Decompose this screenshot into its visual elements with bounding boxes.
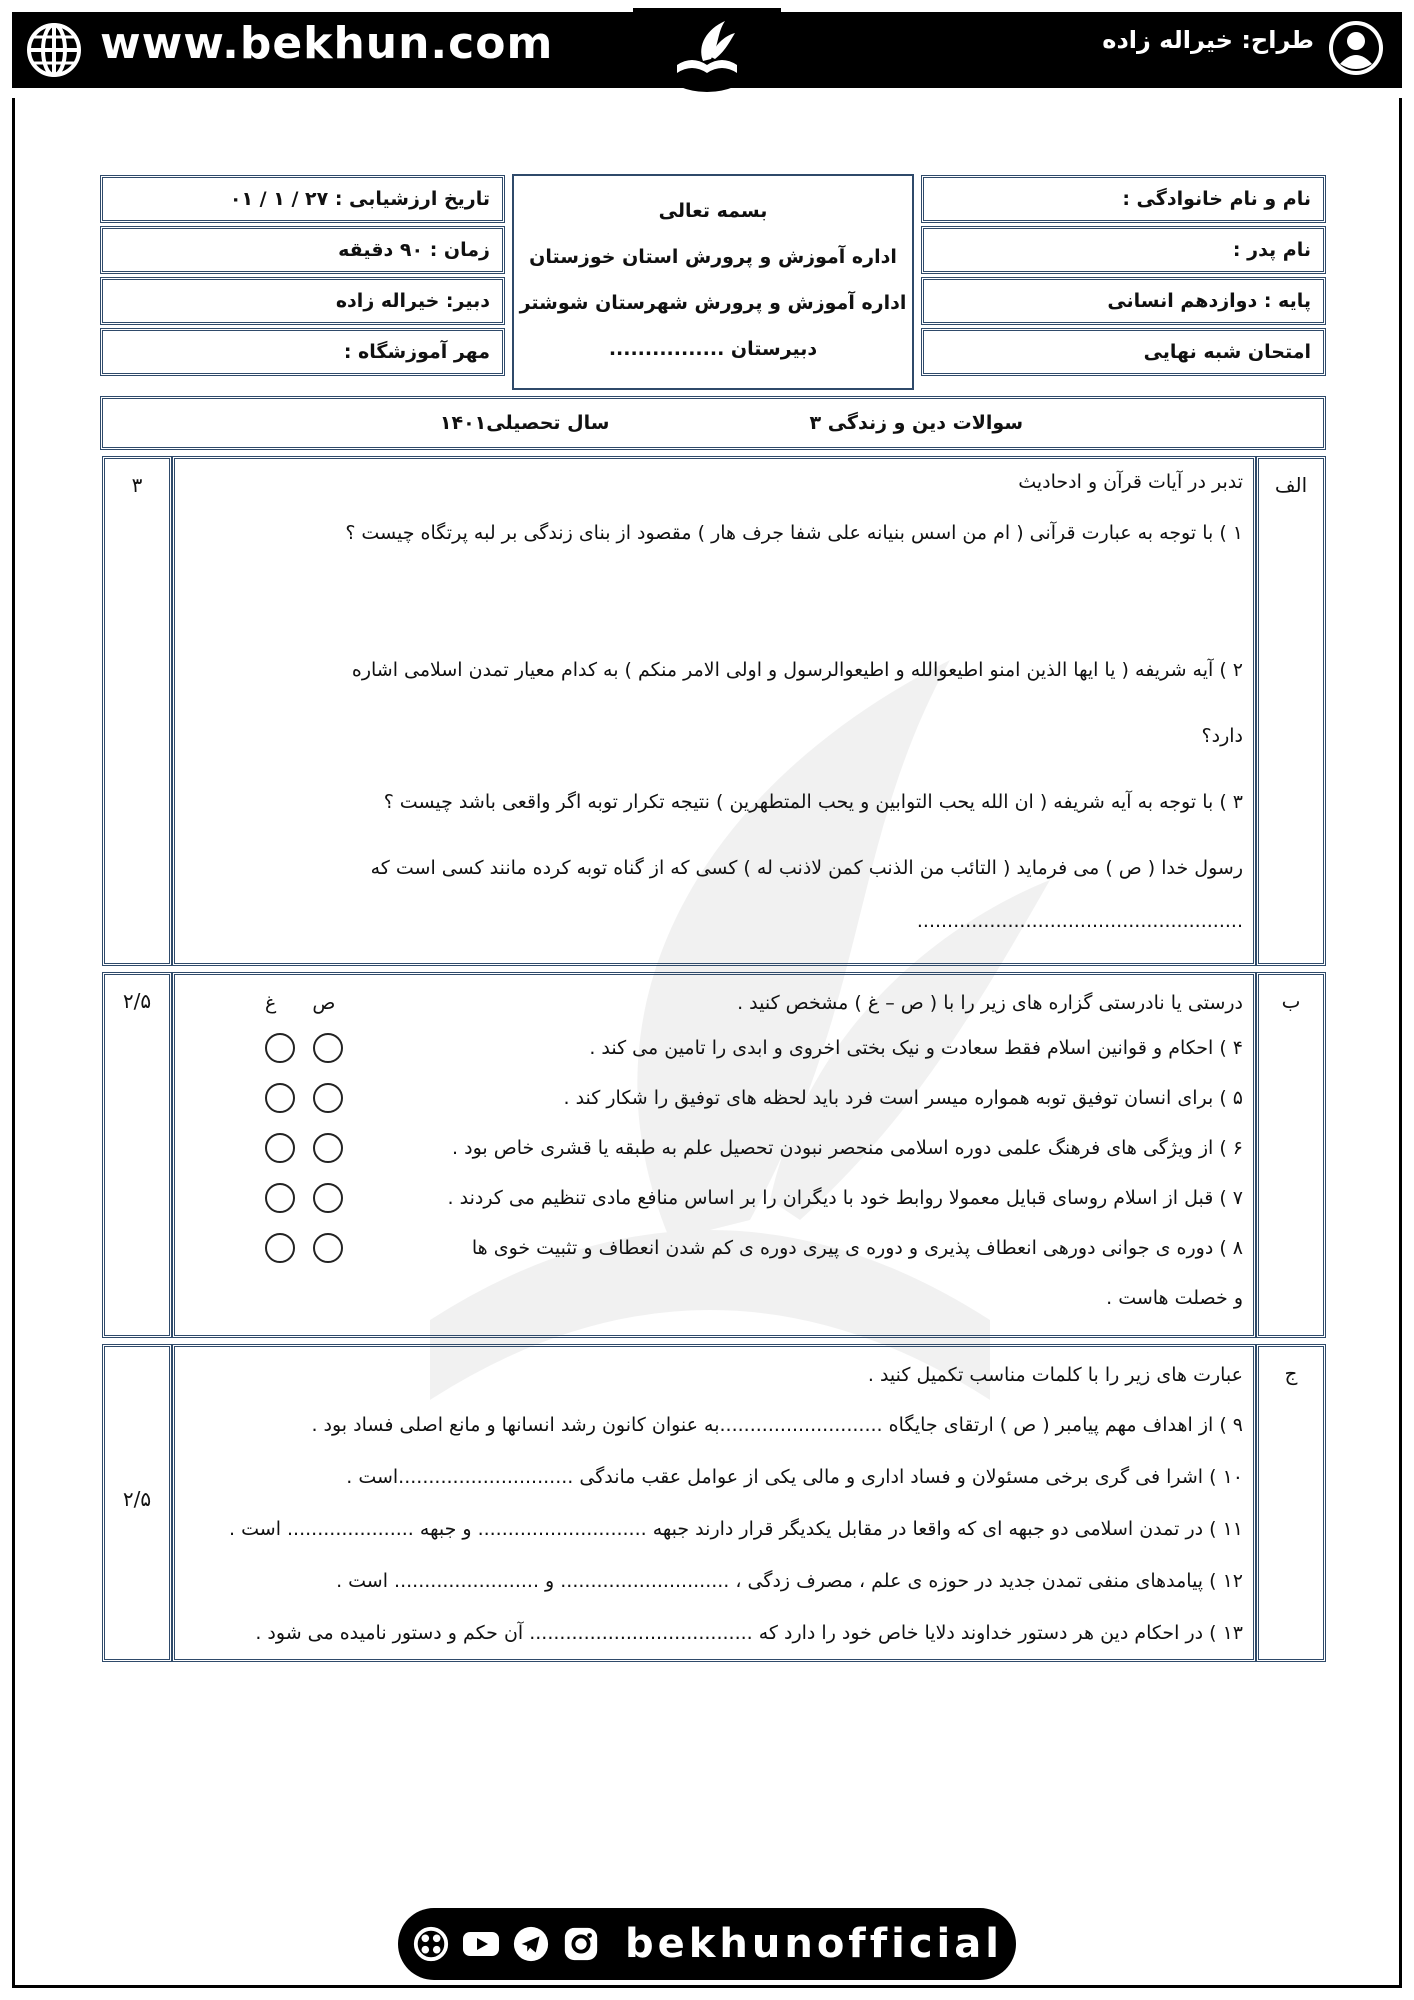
question-text: ۷ ) قبل از اسلام روسای قبایل معمولا روابط خود با دیگران را بر اساس منافع مادی تنظیم می کردند . <box>447 1187 1243 1209</box>
section-content <box>172 1344 1256 1662</box>
school-stamp-field: مهر آموزشگاه : <box>100 328 505 376</box>
question-13: ۱۳ ) در احکام دین هر دستور خداوند دلایا خاص خود را دارد که ..................................... آن حکم و دستور نامیده می شود . <box>255 1622 1243 1644</box>
student-name-field[interactable]: نام و نام خانوادگی : <box>921 175 1326 223</box>
telegram-icon[interactable] <box>511 1924 551 1964</box>
subject-title: سوالات دین و زندگی ۳ <box>809 412 1023 434</box>
subject-row <box>100 396 1326 450</box>
social-bar <box>398 1908 1016 1980</box>
question-8 <box>185 1223 1243 1273</box>
section-content <box>172 972 1256 1338</box>
youtube-icon[interactable] <box>461 1924 501 1964</box>
question-12: ۱۲ ) پیامدهای منفی تمدن جدید در حوزه ی علم ، مصرف زدگی ، ............................ و ........................ است . <box>336 1570 1243 1592</box>
question-text: ۵ ) برای انسان توفیق توبه همواره میسر است فرد باید لحظه های توفیق را شکار کند . <box>563 1087 1243 1109</box>
false-option[interactable] <box>265 1233 295 1263</box>
false-label: غ <box>265 992 277 1014</box>
true-option[interactable] <box>313 1183 343 1213</box>
true-false-labels <box>265 992 335 1014</box>
true-option[interactable] <box>313 1133 343 1163</box>
exam-info <box>100 172 505 390</box>
question-8-cont: و خصلت هاست . <box>1106 1287 1243 1309</box>
question-text: ۸ ) دوره ی جوانی دورهی انعطاف پذیری و دوره ی پیری دوره ی کم شدن انعطاف و تثبیت خوی ها <box>471 1237 1243 1259</box>
grade-label: پایه : دوازدهم انسانی <box>921 277 1326 325</box>
section-title: تدبر در آیات قرآن و ادحادیث <box>1018 471 1243 493</box>
exam-sheet <box>100 172 1326 1662</box>
school-name: دبیرستان ................ <box>608 338 818 360</box>
section-title: درستی یا نادرستی گزاره های زیر را با ( ص – غ ) مشخص کنید . <box>737 992 1243 1014</box>
city-office: اداره آموزش و پرورش شهرستان شوشتر <box>519 292 907 314</box>
question-text: ۴ ) احکام و قوانین اسلام فقط سعادت و نیک بختی اخروی و ابدی را تامین می کند . <box>589 1037 1243 1059</box>
section-a <box>100 456 1326 966</box>
question-2-cont: دارد؟ <box>1201 725 1243 747</box>
section-letter: ج <box>1256 1344 1326 1662</box>
book-logo-icon <box>667 15 747 85</box>
basmala: بسمه تعالی <box>658 200 768 222</box>
question-11: ۱۱ ) در تمدن اسلامی دو جبهه ای که واقعا در مقابل یکدیگر قرار دارند جبهه ............................ و جبهه ..................... است . <box>229 1518 1243 1540</box>
section-b <box>100 972 1326 1338</box>
institution-block <box>512 174 914 390</box>
designer-label: طراح: خیراله زاده <box>1102 26 1314 54</box>
true-option[interactable] <box>313 1083 343 1113</box>
section-score: ۲/۵ <box>102 1344 172 1662</box>
true-option[interactable] <box>313 1033 343 1063</box>
section-letter: الف <box>1256 456 1326 966</box>
student-info <box>921 172 1326 390</box>
question-9: ۹ ) از اهداف مهم پیامبر ( ص ) ارتقای جایگاه ...........................به عنوان کانون رشد انسانها و مانع اصلی فساد بود . <box>311 1414 1243 1436</box>
province-office: اداره آموزش و پرورش استان خوزستان <box>529 246 897 268</box>
true-false-header <box>185 983 1243 1023</box>
question-1: ۱ ) با توجه به عبارت قرآنی ( ام من اسس بنیانه علی شفا جرف هار ) مقصود از بنای زندگی بر لبه پرتگاه چیست ؟ <box>345 522 1243 544</box>
question-3: ۳ ) با توجه به آیه شریفه ( ان الله یحب التوابین و یحب المتطهرین ) نتیجه تکرار توبه اگر واقعی باشد چیست ؟ <box>383 791 1243 813</box>
question-3-hadith: رسول خدا ( ص ) می فرماید ( التائب من الذنب کمن لاذنب له ) کسی که از گناه توبه کرده مانند کسی است که <box>370 857 1243 879</box>
section-score: ۲/۵ <box>102 972 172 1338</box>
false-option[interactable] <box>265 1083 295 1113</box>
question-2: ۲ ) آیه شریفه ( یا ایها الذین امنو اطیعوالله و اطیعوالرسول و اولی الامر منکم ) به کدام معیار تمدن اسلامی اشاره <box>351 659 1243 681</box>
user-icon <box>1326 18 1386 78</box>
instagram-icon[interactable] <box>561 1924 601 1964</box>
globe-icon <box>26 22 82 78</box>
question-5 <box>185 1073 1243 1123</box>
social-handle[interactable]: bekhunofficial <box>625 1921 1003 1967</box>
section-content <box>172 456 1256 966</box>
question-10: ۱۰ ) اشرا فی گری برخی مسئولان و فساد اداری و مالی یکی از عوامل عقب ماندگی .............................است . <box>346 1466 1243 1488</box>
answer-blank[interactable]: ...................................................... <box>916 910 1243 932</box>
aparat-icon[interactable] <box>411 1924 451 1964</box>
section-letter: ب <box>1256 972 1326 1338</box>
teacher-label: دبیر: خیراله زاده <box>100 277 505 325</box>
exam-duration: زمان : ۹۰ دقیقه <box>100 226 505 274</box>
question-7 <box>185 1173 1243 1223</box>
section-title: عبارت های زیر را با کلمات مناسب تکمیل کنید . <box>867 1364 1243 1386</box>
true-option[interactable] <box>313 1233 343 1263</box>
question-6 <box>185 1123 1243 1173</box>
question-4 <box>185 1023 1243 1073</box>
exam-date: تاریخ ارزشیابی : ۲۷ / ۱ / ۰۱ <box>100 175 505 223</box>
exam-type-label: امتحان شبه نهایی <box>921 328 1326 376</box>
false-option[interactable] <box>265 1133 295 1163</box>
section-c <box>100 1344 1326 1662</box>
false-option[interactable] <box>265 1183 295 1213</box>
section-score: ۳ <box>102 456 172 966</box>
exam-header <box>100 172 1326 390</box>
father-name-field[interactable]: نام پدر : <box>921 226 1326 274</box>
false-option[interactable] <box>265 1033 295 1063</box>
site-url[interactable]: www.bekhun.com <box>100 18 554 69</box>
academic-year: سال تحصیلی۱۴۰۱ <box>439 412 610 434</box>
true-label: ص <box>312 992 336 1014</box>
question-text: ۶ ) از ویژگی های فرهنگ علمی دوره اسلامی منحصر نبودن تحصیل علم به طبقه یا قشری خاص بود . <box>452 1137 1243 1159</box>
